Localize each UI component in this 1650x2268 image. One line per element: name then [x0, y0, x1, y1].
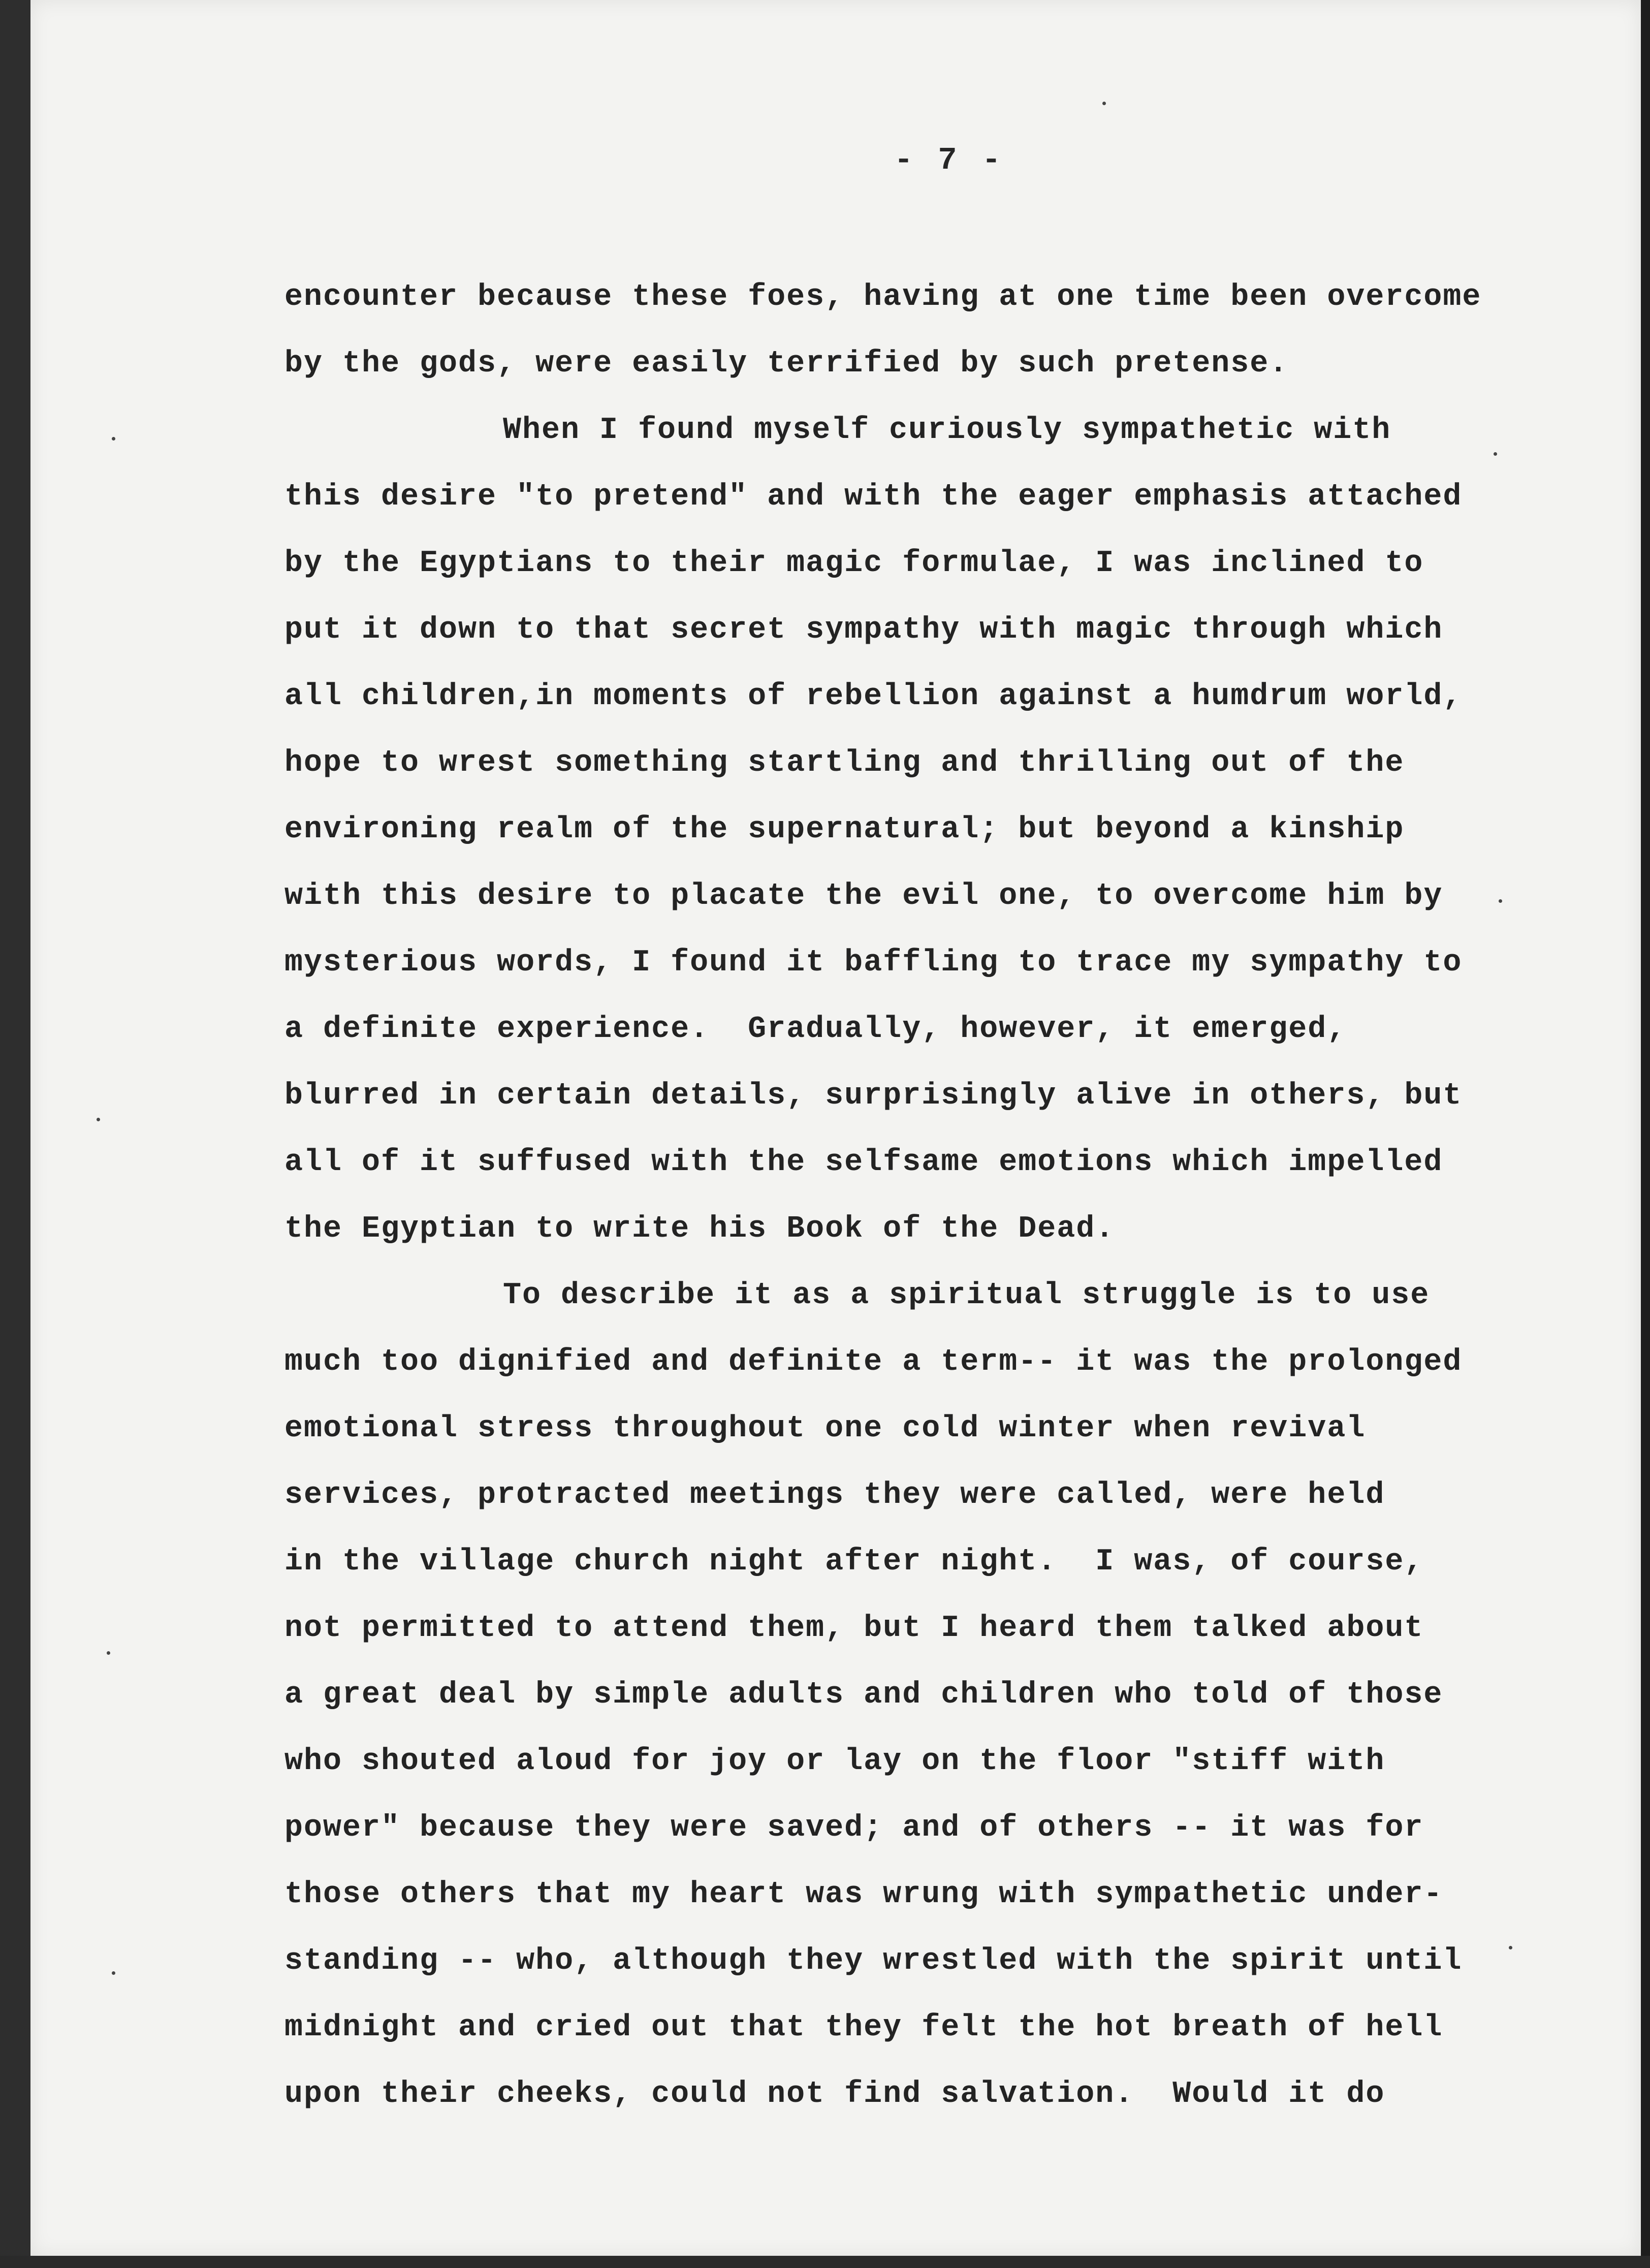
text-line: the Egyptian to write his Book of the Dead.	[284, 1212, 1115, 1246]
text-line: blurred in certain details, surprisingly alive in others, but	[284, 1079, 1463, 1113]
text-line: hope to wrest something startling and thrilling out of the	[284, 746, 1405, 780]
text-line: mysterious words, I found it baffling to trace my sympathy to	[284, 946, 1463, 980]
scan-border-left	[0, 0, 30, 2268]
scan-speck	[1509, 1946, 1512, 1949]
text-line: with this desire to placate the evil one, to overcome him by	[284, 879, 1443, 914]
text-line: upon their cheeks, could not find salvation. Would it do	[284, 2077, 1385, 2112]
text-line: a great deal by simple adults and children who told of those	[284, 1678, 1443, 1712]
text-line: emotional stress throughout one cold winter when revival	[284, 1411, 1366, 1446]
scan-speck	[97, 1118, 100, 1121]
text-line: put it down to that secret sympathy with magic through which	[284, 613, 1443, 647]
scan-speck	[112, 1971, 115, 1975]
text-line: who shouted aloud for joy or lay on the floor "stiff with	[284, 1744, 1385, 1779]
scan-speck	[1499, 899, 1502, 903]
text-line: those others that my heart was wrung with sympathetic under-	[284, 1877, 1443, 1912]
page-number: - 7 -	[894, 142, 1004, 178]
text-line: a definite experience. Gradually, however, it emerged,	[284, 1012, 1347, 1047]
text-line: power" because they were saved; and of others -- it was for	[284, 1811, 1424, 1845]
text-line: standing -- who, although they wrestled with the spirit until	[284, 1944, 1463, 1978]
scan-border-right	[1641, 0, 1650, 2268]
text-line: much too dignified and definite a term-- it was the prolonged	[284, 1345, 1463, 1379]
text-line: all children,in moments of rebellion against a humdrum world,	[284, 679, 1463, 714]
scan-speck	[107, 1651, 110, 1655]
text-line: all of it suffused with the selfsame emotions which impelled	[284, 1145, 1443, 1180]
text-line: this desire "to pretend" and with the eager emphasis attached	[284, 480, 1463, 514]
scan-border-bottom	[0, 2256, 1650, 2268]
paragraph-start-line: To describe it as a spiritual struggle is to use	[503, 1278, 1430, 1313]
text-line: environing realm of the supernatural; but beyond a kinship	[284, 812, 1405, 847]
text-line: services, protracted meetings they were called, were held	[284, 1478, 1385, 1513]
paragraph-start-line: When I found myself curiously sympathetic with	[503, 413, 1391, 448]
text-line: encounter because these foes, having at one time been overcome	[284, 280, 1482, 314]
body-text	[284, 264, 1544, 2128]
text-line: in the village church night after night. I was, of course,	[284, 1545, 1424, 1579]
scan-speck	[1102, 102, 1106, 105]
document-page	[30, 0, 1641, 2256]
text-line: by the gods, were easily terrified by such pretense.	[284, 346, 1289, 381]
text-line: by the Egyptians to their magic formulae, I was inclined to	[284, 546, 1424, 581]
text-line: not permitted to attend them, but I heard them talked about	[284, 1611, 1424, 1646]
scan-speck	[1494, 452, 1497, 456]
text-line: midnight and cried out that they felt the hot breath of hell	[284, 2010, 1443, 2045]
scan-speck	[112, 437, 115, 440]
